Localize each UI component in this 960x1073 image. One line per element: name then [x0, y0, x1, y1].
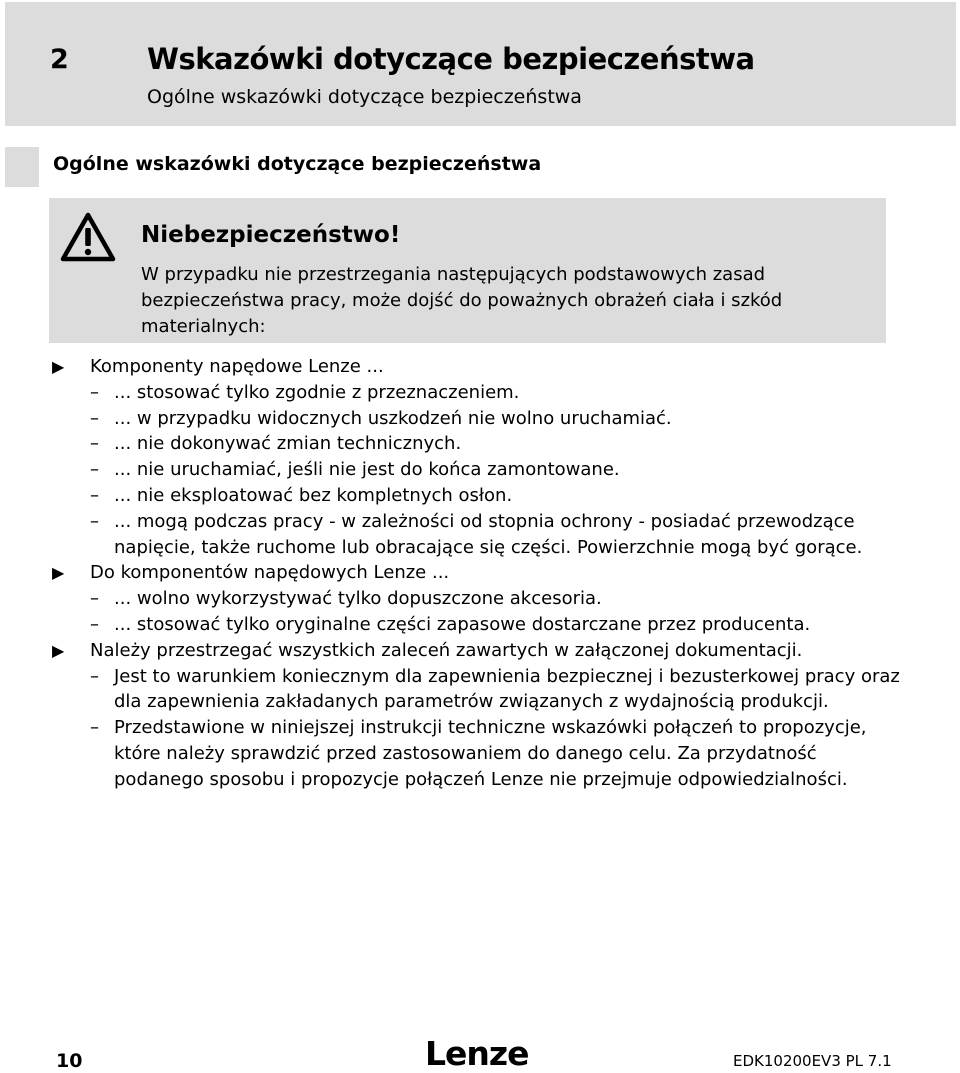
- lenze-logo: Lenze: [425, 1034, 529, 1073]
- chapter-title: Wskazówki dotyczące bezpieczeństwa: [147, 42, 755, 76]
- warning-title: Niebezpieczeństwo!: [141, 222, 401, 248]
- dash-marker: –: [90, 665, 99, 687]
- warning-text: W przypadku nie przestrzegania następujących podstawowych zasad bezpieczeństwa pracy, może dojść do poważnych obrażeń ciała i szkód materialnych:: [141, 264, 783, 337]
- dash-marker: –: [90, 407, 99, 429]
- dash-text: ... stosować tylko oryginalne części zapasowe dostarczane przez producenta.: [114, 613, 811, 635]
- chapter-number: 2: [50, 44, 69, 75]
- bullet-text: Należy przestrzegać wszystkich zaleceń zawartych w załączonej dokumentacji.: [90, 639, 803, 661]
- dash-item: [52, 457, 912, 483]
- dash-marker: –: [90, 613, 99, 635]
- document-id: EDK10200EV3 PL 7.1: [733, 1052, 892, 1070]
- dash-text: ... nie uruchamiać, jeśli nie jest do końca zamontowane.: [114, 459, 620, 481]
- dash-text: ... wolno wykorzystywać tylko dopuszczone akcesoria.: [114, 588, 602, 610]
- dash-item: [52, 586, 912, 612]
- dash-item: [52, 483, 912, 509]
- dash-text: Przedstawione w niniejszej instrukcji techniczne wskazówki połączeń to propozycje, które należy sprawdzić przed zastosowaniem do danego celu. Za przydatność podanego sposobu i propozycje połączeń Lenze nie przejmuje odpowiedzialności.: [114, 717, 867, 790]
- dash-item: [52, 406, 912, 432]
- triangle-bullet-icon: ▶: [52, 357, 65, 376]
- safety-instructions-list: [52, 354, 912, 793]
- dash-text: ... mogą podczas pracy - w zależności od stopnia ochrony - posiadać przewodzące napięcie, także ruchome lub obracające się części. Powierzchnie mogą być gorące.: [114, 510, 863, 558]
- dash-marker: –: [90, 588, 99, 610]
- dash-marker: –: [90, 381, 99, 403]
- dash-item: [52, 612, 912, 638]
- dash-marker: –: [90, 433, 99, 455]
- chapter-subtitle: Ogólne wskazówki dotyczące bezpieczeństwa: [147, 86, 582, 108]
- dash-marker: –: [90, 717, 99, 739]
- bullet-item: [52, 560, 912, 586]
- warning-triangle-icon: [60, 212, 116, 262]
- bullet-text: Do komponentów napędowych Lenze ...: [90, 562, 450, 584]
- dash-marker: –: [90, 510, 99, 532]
- dash-item: [52, 664, 912, 716]
- dash-text: Jest to warunkiem koniecznym dla zapewnienia bezpiecznej i bezusterkowej pracy oraz dla zapewnienia zakładanych parametrów związanych z wydajnością produkcji.: [114, 665, 900, 713]
- dash-text: ... nie dokonywać zmian technicznych.: [114, 433, 462, 455]
- dash-text: ... w przypadku widocznych uszkodzeń nie wolno uruchamiać.: [114, 407, 672, 429]
- bullet-item: [52, 638, 912, 664]
- dash-item: [52, 380, 912, 406]
- triangle-bullet-icon: ▶: [52, 640, 65, 660]
- dash-marker: –: [90, 459, 99, 481]
- dash-text: ... stosować tylko zgodnie z przeznaczeniem.: [114, 381, 520, 403]
- section-marker: [5, 147, 39, 187]
- bullet-item: [52, 354, 912, 380]
- dash-marker: –: [90, 484, 99, 506]
- page-number: 10: [56, 1050, 83, 1072]
- dash-text: ... nie eksploatować bez kompletnych osłon.: [114, 484, 513, 506]
- section-title: Ogólne wskazówki dotyczące bezpieczeństwa: [53, 153, 542, 175]
- dash-item: [52, 431, 912, 457]
- triangle-bullet-icon: ▶: [52, 563, 65, 583]
- dash-item: [52, 715, 912, 792]
- bullet-text: Komponenty napędowe Lenze ...: [90, 356, 384, 377]
- dash-item: [52, 509, 912, 561]
